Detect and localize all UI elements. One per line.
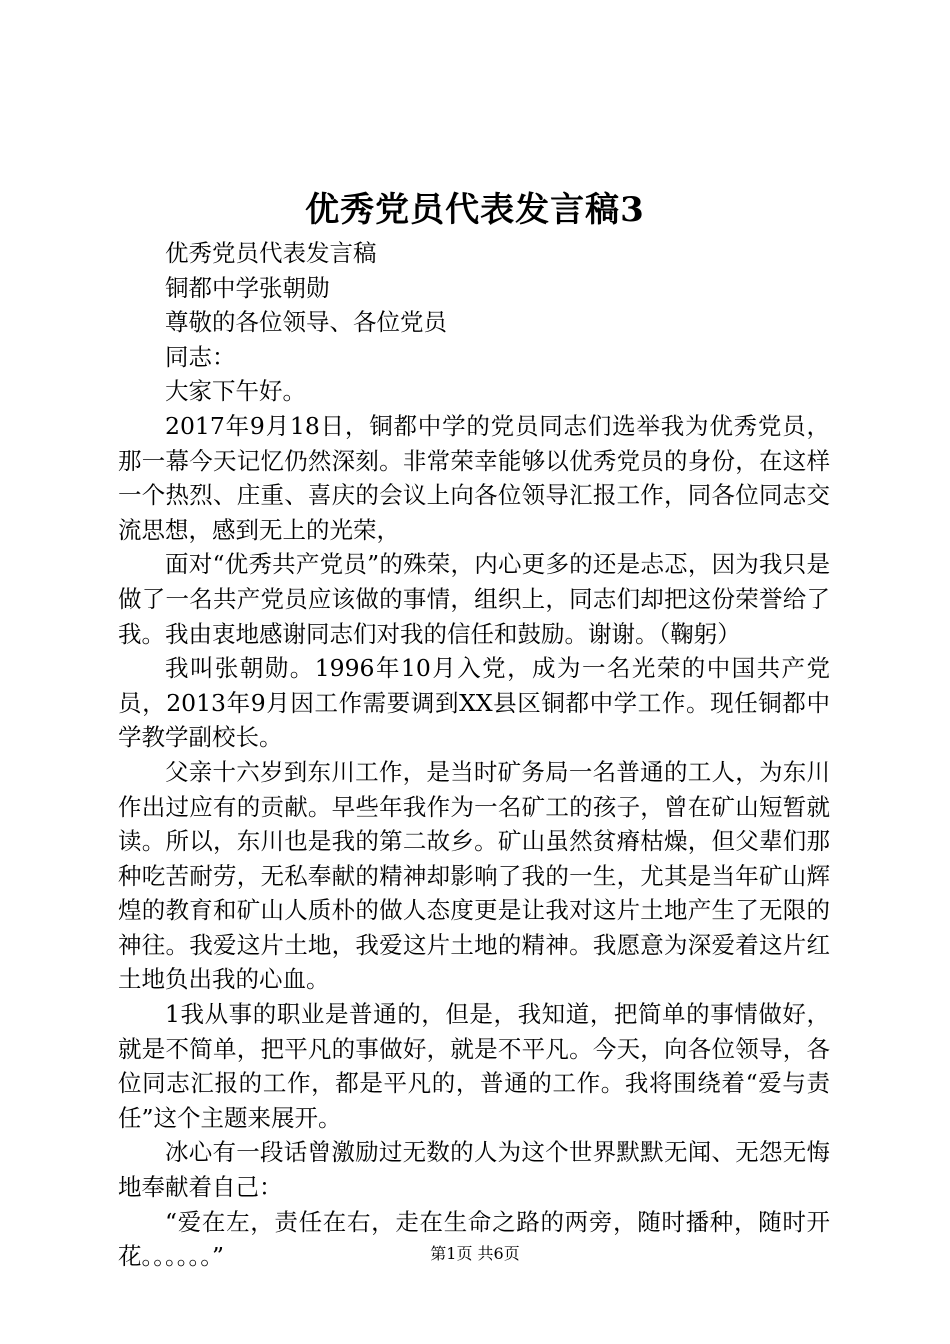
document-body	[118, 236, 830, 1274]
paragraph-salutation: 尊敬的各位领导、各位党员	[165, 308, 447, 337]
paragraph: 冰心有一段话曾激励过无数的人为这个世界默默无闻、无怨无悔地奉献着自己：	[118, 1138, 830, 1202]
paragraph: 我叫张朝勋。1996年10月入党，成为一名光荣的中国共产党员，2013年9月因工作需要调到XX县区铜都中学工作。现任铜都中学教学副校长。	[118, 654, 830, 752]
paragraph: 1我从事的职业是普通的，但是，我知道，把简单的事情做好，就是不简单，把平凡的事做好，就是不平凡。今天，向各位领导，各位同志汇报的工作，都是平凡的，普通的工作。我将围绕着“爱与责任”这个主题来展开。	[118, 1000, 830, 1132]
document-title: 优秀党员代表发言稿3	[305, 190, 645, 230]
page-number: 第1页 共6页	[430, 1244, 520, 1263]
paragraph: 父亲十六岁到东川工作，是当时矿务局一名普通的工人，为东川作出过应有的贡献。早些年我作为一名矿工的孩子，曾在矿山短暂就读。所以，东川也是我的第二故乡。矿山虽然贫瘠枯燥，但父辈们那种吃苦耐劳，无私奉献的精神却影响了我的一生，尤其是当年矿山辉煌的教育和矿山人质朴的做人态度更是让我对这片土地产生了无限的神往。我爱这片土地，我爱这片土地的精神。我愿意为深爱着这片红土地负出我的心血。	[118, 757, 830, 994]
paragraph-greeting: 大家下午好。	[165, 377, 306, 406]
paragraph-salutation-end: 同志：	[165, 342, 236, 371]
paragraph-heading: 优秀党员代表发言稿	[165, 239, 377, 267]
paragraph-quote: “爱在左，责任在右，走在生命之路的两旁，随时播种，随时开花。。。。。。”	[118, 1207, 830, 1271]
paragraph-author: 铜都中学张朝勋	[165, 273, 330, 302]
paragraph: 2017年9月18日，铜都中学的党员同志们选举我为优秀党员，那一幕今天记忆仍然深刻。非常荣幸能够以优秀党员的身份，在这样一个热烈、庄重、喜庆的会议上向各位领导汇报工作，同各位同志交流思想，感到无上的光荣，	[118, 411, 830, 544]
paragraph: 面对“优秀共产党员”的殊荣，内心更多的还是忐忑，因为我只是做了一名共产党员应该做的事情，组织上，同志们却把这份荣誉给了我。我由衷地感谢同志们对我的信任和鼓励。谢谢。（鞠躬）	[118, 550, 830, 648]
